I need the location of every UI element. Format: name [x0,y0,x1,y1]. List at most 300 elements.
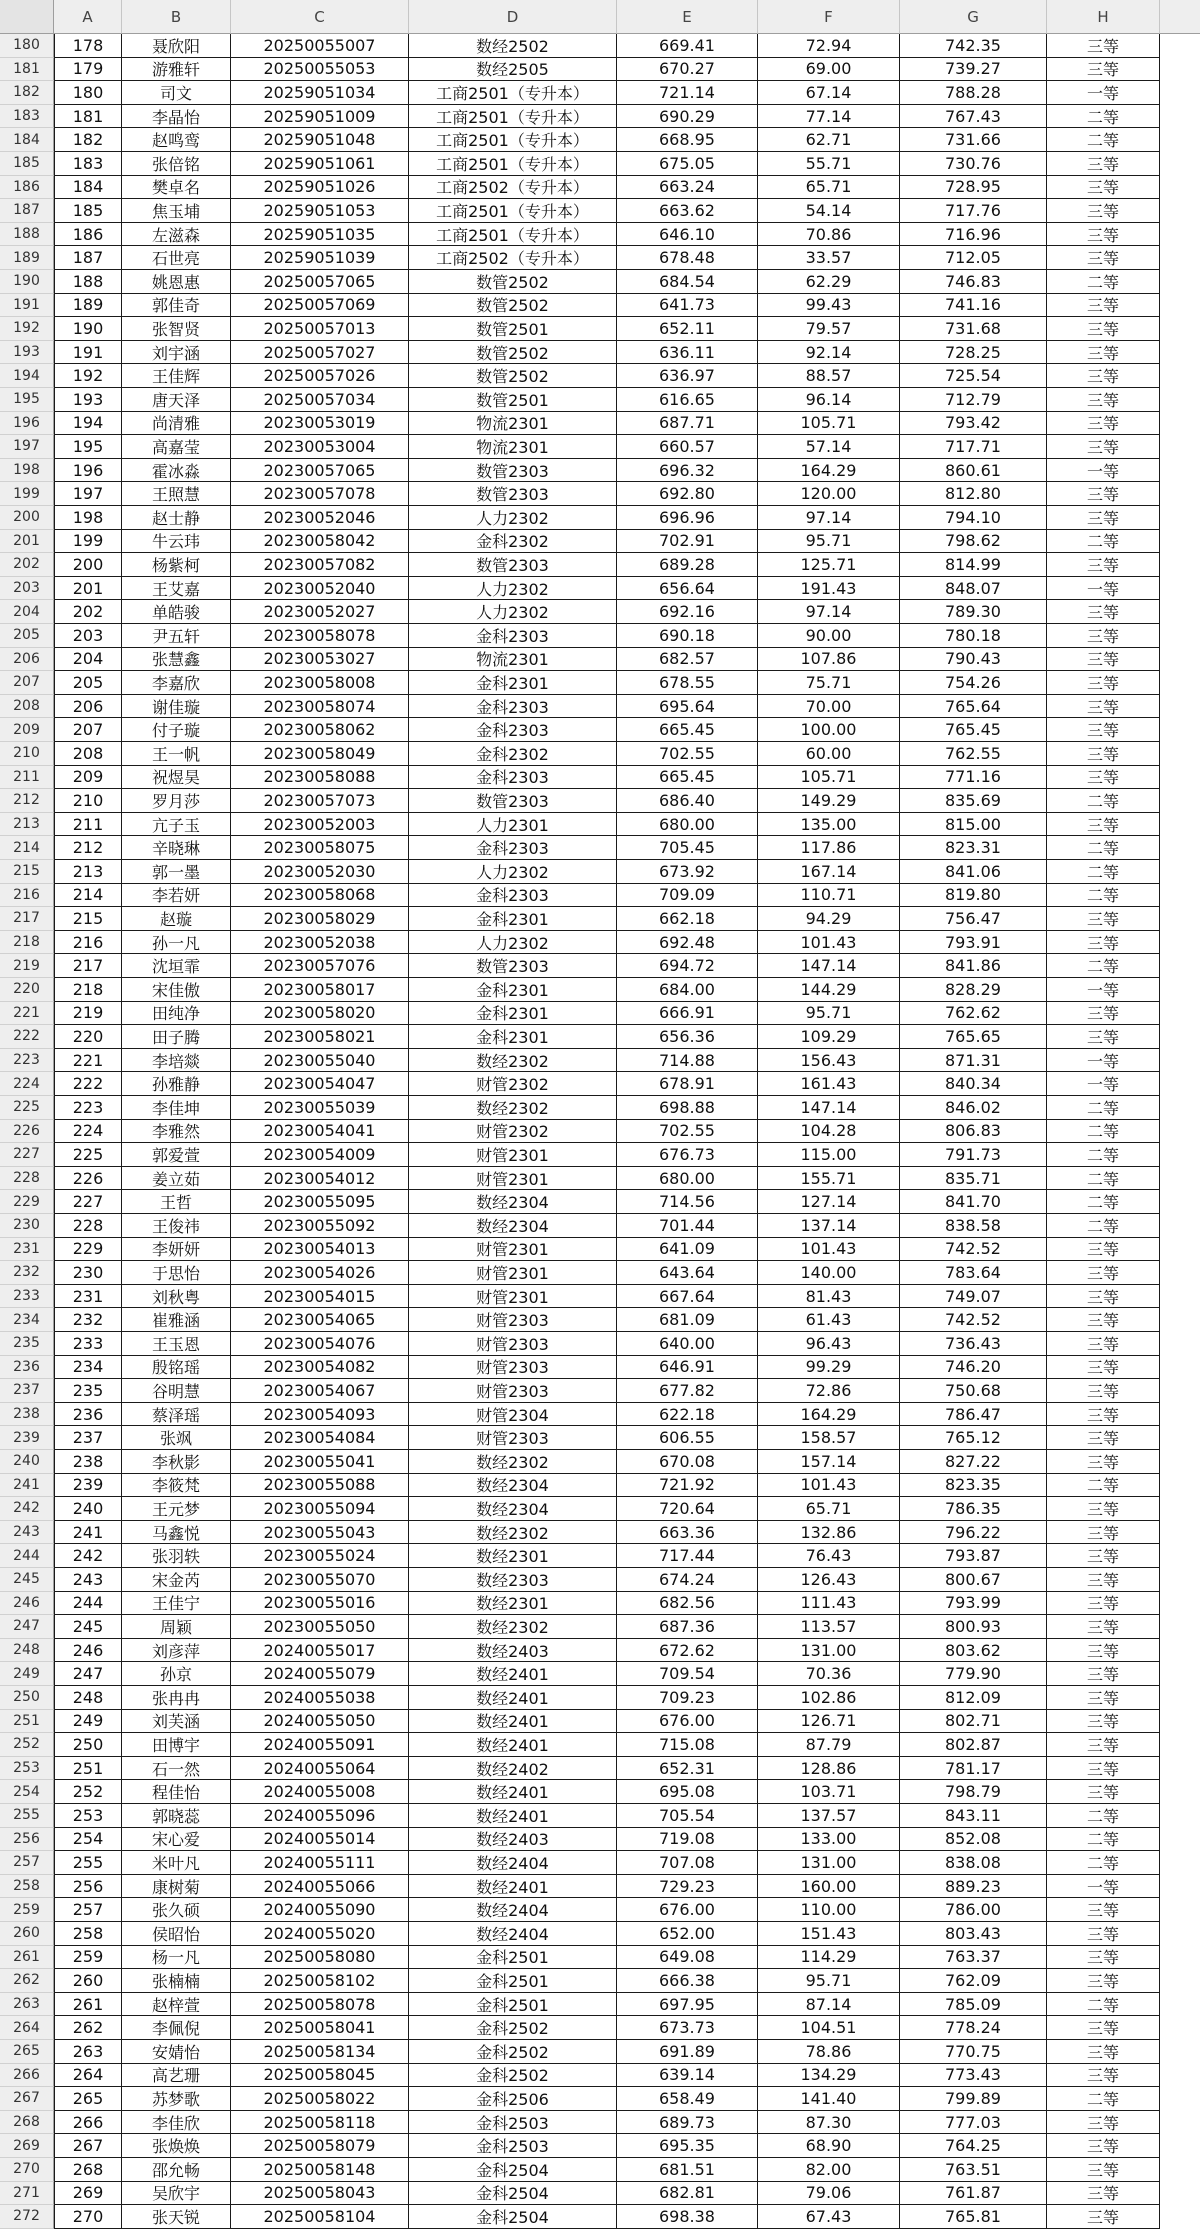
cell-b[interactable]: 樊卓名 [122,176,231,200]
cell-d[interactable]: 工商2502（专升本） [409,176,617,200]
cell-c[interactable]: 20230054093 [231,1403,409,1427]
cell-b[interactable]: 张楠楠 [122,1969,231,1993]
cell-f[interactable]: 75.71 [758,671,900,695]
cell-d[interactable]: 数经2401 [409,1804,617,1828]
cell-a[interactable]: 215 [54,907,122,931]
cell-g[interactable]: 763.51 [900,2158,1047,2182]
cell-b[interactable]: 安婧怡 [122,2040,231,2064]
cell-b[interactable]: 李晶怡 [122,105,231,129]
cell-d[interactable]: 金科2303 [409,836,617,860]
cell-d[interactable]: 财管2302 [409,1120,617,1144]
cell-b[interactable]: 刘彦萍 [122,1639,231,1663]
cell-e[interactable]: 705.45 [617,836,758,860]
cell-b[interactable]: 罗月莎 [122,789,231,813]
cell-a[interactable]: 241 [54,1521,122,1545]
cell-c[interactable]: 20230058075 [231,836,409,860]
cell-b[interactable]: 李筱梵 [122,1474,231,1498]
cell-h[interactable]: 三等 [1047,1662,1160,1686]
cell-b[interactable]: 唐天泽 [122,388,231,412]
cell-e[interactable]: 674.24 [617,1568,758,1592]
cell-b[interactable]: 宋佳傲 [122,978,231,1002]
cell-h[interactable]: 三等 [1047,2134,1160,2158]
cell-c[interactable]: 20230055024 [231,1544,409,1568]
cell-g[interactable]: 746.20 [900,1356,1047,1380]
cell-a[interactable]: 231 [54,1285,122,1309]
cell-c[interactable]: 20230054015 [231,1285,409,1309]
cell-b[interactable]: 苏梦歌 [122,2087,231,2111]
cell-e[interactable]: 663.24 [617,176,758,200]
row-header[interactable]: 251 [0,1710,54,1734]
cell-e[interactable]: 668.95 [617,128,758,152]
cell-g[interactable]: 746.83 [900,270,1047,294]
cell-a[interactable]: 213 [54,860,122,884]
cell-d[interactable]: 金科2504 [409,2205,617,2229]
cell-d[interactable]: 数经2403 [409,1828,617,1852]
cell-d[interactable]: 物流2301 [409,412,617,436]
cell-d[interactable]: 数管2502 [409,294,617,318]
column-header-h[interactable]: H [1047,0,1160,34]
cell-c[interactable]: 20250058078 [231,1993,409,2017]
cell-g[interactable]: 763.37 [900,1946,1047,1970]
cell-b[interactable]: 刘秋粤 [122,1285,231,1309]
cell-e[interactable]: 676.00 [617,1710,758,1734]
row-header[interactable]: 264 [0,2016,54,2040]
cell-g[interactable]: 765.81 [900,2205,1047,2229]
row-header[interactable]: 194 [0,364,54,388]
cell-g[interactable]: 841.86 [900,954,1047,978]
cell-a[interactable]: 255 [54,1851,122,1875]
cell-f[interactable]: 99.29 [758,1356,900,1380]
cell-d[interactable]: 数管2502 [409,364,617,388]
row-header[interactable]: 211 [0,766,54,790]
cell-d[interactable]: 数经2301 [409,1592,617,1616]
cell-b[interactable]: 李佳坤 [122,1096,231,1120]
cell-e[interactable]: 682.57 [617,648,758,672]
cell-e[interactable]: 681.09 [617,1308,758,1332]
cell-b[interactable]: 高艺珊 [122,2064,231,2088]
cell-c[interactable]: 20250058104 [231,2205,409,2229]
cell-b[interactable]: 杨紫柯 [122,553,231,577]
cell-b[interactable]: 王艾嘉 [122,577,231,601]
cell-g[interactable]: 750.68 [900,1379,1047,1403]
cell-g[interactable]: 841.70 [900,1190,1047,1214]
row-header[interactable]: 212 [0,789,54,813]
cell-h[interactable]: 三等 [1047,1898,1160,1922]
cell-a[interactable]: 189 [54,294,122,318]
cell-c[interactable]: 20230054047 [231,1072,409,1096]
cell-h[interactable]: 二等 [1047,789,1160,813]
cell-f[interactable]: 70.86 [758,223,900,247]
cell-g[interactable]: 852.08 [900,1828,1047,1852]
cell-h[interactable]: 三等 [1047,1592,1160,1616]
row-header[interactable]: 208 [0,695,54,719]
row-header[interactable]: 263 [0,1993,54,2017]
cell-d[interactable]: 数经2404 [409,1851,617,1875]
cell-h[interactable]: 三等 [1047,2205,1160,2229]
cell-g[interactable]: 843.11 [900,1804,1047,1828]
cell-h[interactable]: 二等 [1047,1474,1160,1498]
cell-c[interactable]: 20250057026 [231,364,409,388]
cell-f[interactable]: 65.71 [758,1497,900,1521]
cell-c[interactable]: 20230055016 [231,1592,409,1616]
cell-g[interactable]: 889.23 [900,1875,1047,1899]
cell-a[interactable]: 263 [54,2040,122,2064]
cell-a[interactable]: 236 [54,1403,122,1427]
cell-d[interactable]: 数经2302 [409,1615,617,1639]
cell-f[interactable]: 147.14 [758,954,900,978]
cell-c[interactable]: 20230057073 [231,789,409,813]
cell-d[interactable]: 数经2302 [409,1521,617,1545]
cell-h[interactable]: 三等 [1047,1403,1160,1427]
cell-b[interactable]: 司文 [122,81,231,105]
cell-h[interactable]: 二等 [1047,1143,1160,1167]
row-header[interactable]: 197 [0,435,54,459]
row-header[interactable]: 184 [0,128,54,152]
cell-b[interactable]: 于思怡 [122,1261,231,1285]
cell-e[interactable]: 690.29 [617,105,758,129]
cell-d[interactable]: 数管2502 [409,270,617,294]
cell-f[interactable]: 117.86 [758,836,900,860]
cell-c[interactable]: 20250058043 [231,2182,409,2206]
cell-g[interactable]: 838.08 [900,1851,1047,1875]
cell-b[interactable]: 尹五轩 [122,624,231,648]
cell-h[interactable]: 三等 [1047,1261,1160,1285]
cell-g[interactable]: 712.79 [900,388,1047,412]
cell-h[interactable]: 三等 [1047,34,1160,58]
cell-g[interactable]: 780.18 [900,624,1047,648]
cell-b[interactable]: 亢子玉 [122,813,231,837]
cell-g[interactable]: 799.89 [900,2087,1047,2111]
cell-a[interactable]: 226 [54,1167,122,1191]
row-header[interactable]: 254 [0,1780,54,1804]
cell-c[interactable]: 20230058008 [231,671,409,695]
cell-c[interactable]: 20240055064 [231,1757,409,1781]
cell-b[interactable]: 王元梦 [122,1497,231,1521]
cell-d[interactable]: 数管2303 [409,482,617,506]
cell-f[interactable]: 94.29 [758,907,900,931]
cell-f[interactable]: 191.43 [758,577,900,601]
row-header[interactable]: 224 [0,1072,54,1096]
cell-g[interactable]: 791.73 [900,1143,1047,1167]
cell-g[interactable]: 771.16 [900,766,1047,790]
cell-d[interactable]: 数经2304 [409,1190,617,1214]
cell-g[interactable]: 725.54 [900,364,1047,388]
row-header[interactable]: 222 [0,1025,54,1049]
cell-g[interactable]: 812.09 [900,1686,1047,1710]
cell-a[interactable]: 192 [54,364,122,388]
cell-f[interactable]: 70.00 [758,695,900,719]
cell-c[interactable]: 20230058062 [231,718,409,742]
cell-f[interactable]: 107.86 [758,648,900,672]
cell-f[interactable]: 90.00 [758,624,900,648]
cell-a[interactable]: 243 [54,1568,122,1592]
cell-f[interactable]: 102.86 [758,1686,900,1710]
cell-c[interactable]: 20259051039 [231,246,409,270]
cell-e[interactable]: 640.00 [617,1332,758,1356]
cell-h[interactable]: 三等 [1047,907,1160,931]
cell-a[interactable]: 193 [54,388,122,412]
cell-b[interactable]: 赵璇 [122,907,231,931]
cell-a[interactable]: 260 [54,1969,122,1993]
cell-g[interactable]: 756.47 [900,907,1047,931]
cell-e[interactable]: 701.44 [617,1214,758,1238]
cell-d[interactable]: 数经2404 [409,1922,617,1946]
row-header[interactable]: 192 [0,317,54,341]
cell-d[interactable]: 金科2303 [409,695,617,719]
cell-e[interactable]: 702.55 [617,1120,758,1144]
cell-b[interactable]: 霍冰淼 [122,459,231,483]
cell-g[interactable]: 765.12 [900,1426,1047,1450]
cell-f[interactable]: 105.71 [758,412,900,436]
cell-c[interactable]: 20230055095 [231,1190,409,1214]
cell-f[interactable]: 70.36 [758,1662,900,1686]
cell-h[interactable]: 三等 [1047,435,1160,459]
cell-d[interactable]: 人力2302 [409,860,617,884]
row-header[interactable]: 217 [0,907,54,931]
cell-b[interactable]: 沈垣霏 [122,954,231,978]
cell-a[interactable]: 204 [54,648,122,672]
cell-h[interactable]: 三等 [1047,294,1160,318]
cell-a[interactable]: 186 [54,223,122,247]
cell-c[interactable]: 20250058102 [231,1969,409,1993]
cell-g[interactable]: 781.17 [900,1757,1047,1781]
cell-g[interactable]: 819.80 [900,884,1047,908]
cell-b[interactable]: 殷铭瑶 [122,1356,231,1380]
cell-a[interactable]: 220 [54,1025,122,1049]
cell-h[interactable]: 三等 [1047,482,1160,506]
cell-d[interactable]: 金科2301 [409,907,617,931]
cell-h[interactable]: 三等 [1047,1969,1160,1993]
cell-a[interactable]: 222 [54,1072,122,1096]
cell-e[interactable]: 636.11 [617,341,758,365]
cell-g[interactable]: 716.96 [900,223,1047,247]
row-header[interactable]: 210 [0,742,54,766]
row-header[interactable]: 272 [0,2205,54,2229]
cell-d[interactable]: 数经2304 [409,1474,617,1498]
cell-e[interactable]: 690.18 [617,624,758,648]
row-header[interactable]: 193 [0,341,54,365]
cell-e[interactable]: 652.00 [617,1922,758,1946]
cell-a[interactable]: 267 [54,2134,122,2158]
row-header[interactable]: 198 [0,459,54,483]
row-header[interactable]: 267 [0,2087,54,2111]
cell-d[interactable]: 金科2301 [409,671,617,695]
cell-e[interactable]: 689.73 [617,2111,758,2135]
cell-e[interactable]: 689.28 [617,553,758,577]
cell-e[interactable]: 686.40 [617,789,758,813]
cell-f[interactable]: 104.28 [758,1120,900,1144]
cell-h[interactable]: 三等 [1047,1757,1160,1781]
cell-h[interactable]: 三等 [1047,1025,1160,1049]
cell-f[interactable]: 105.71 [758,766,900,790]
cell-f[interactable]: 67.43 [758,2205,900,2229]
row-header[interactable]: 258 [0,1875,54,1899]
cell-h[interactable]: 三等 [1047,1544,1160,1568]
cell-f[interactable]: 72.86 [758,1379,900,1403]
cell-e[interactable]: 663.62 [617,199,758,223]
cell-b[interactable]: 王一帆 [122,742,231,766]
cell-h[interactable]: 三等 [1047,246,1160,270]
cell-e[interactable]: 670.08 [617,1450,758,1474]
cell-h[interactable]: 三等 [1047,506,1160,530]
cell-a[interactable]: 191 [54,341,122,365]
row-header[interactable]: 269 [0,2134,54,2158]
cell-a[interactable]: 239 [54,1474,122,1498]
cell-f[interactable]: 92.14 [758,341,900,365]
cell-d[interactable]: 数管2303 [409,954,617,978]
cell-h[interactable]: 二等 [1047,1120,1160,1144]
cell-b[interactable]: 单皓骏 [122,600,231,624]
row-header[interactable]: 234 [0,1308,54,1332]
cell-e[interactable]: 676.73 [617,1143,758,1167]
cell-b[interactable]: 张智贤 [122,317,231,341]
cell-g[interactable]: 770.75 [900,2040,1047,2064]
cell-h[interactable]: 三等 [1047,2040,1160,2064]
cell-d[interactable]: 财管2301 [409,1285,617,1309]
cell-a[interactable]: 198 [54,506,122,530]
cell-c[interactable]: 20259051061 [231,152,409,176]
cell-h[interactable]: 二等 [1047,1828,1160,1852]
cell-c[interactable]: 20240055050 [231,1710,409,1734]
cell-h[interactable]: 三等 [1047,766,1160,790]
cell-h[interactable]: 三等 [1047,624,1160,648]
cell-f[interactable]: 97.14 [758,506,900,530]
cell-d[interactable]: 工商2501（专升本） [409,199,617,223]
cell-b[interactable]: 王佳宁 [122,1592,231,1616]
cell-a[interactable]: 205 [54,671,122,695]
column-header-e[interactable]: E [617,0,758,34]
cell-g[interactable]: 786.00 [900,1898,1047,1922]
cell-b[interactable]: 李若妍 [122,884,231,908]
cell-b[interactable]: 周颖 [122,1615,231,1639]
cell-h[interactable]: 一等 [1047,978,1160,1002]
cell-e[interactable]: 656.64 [617,577,758,601]
cell-c[interactable]: 20230054076 [231,1332,409,1356]
cell-b[interactable]: 吴欣宇 [122,2182,231,2206]
cell-c[interactable]: 20230055041 [231,1450,409,1474]
row-header[interactable]: 268 [0,2111,54,2135]
cell-d[interactable]: 数管2303 [409,789,617,813]
row-header[interactable]: 191 [0,294,54,318]
cell-b[interactable]: 宋心爱 [122,1828,231,1852]
cell-a[interactable]: 259 [54,1946,122,1970]
cell-g[interactable]: 754.26 [900,671,1047,695]
cell-a[interactable]: 209 [54,766,122,790]
cell-g[interactable]: 793.91 [900,931,1047,955]
cell-h[interactable]: 三等 [1047,152,1160,176]
cell-g[interactable]: 803.62 [900,1639,1047,1663]
cell-b[interactable]: 郭爱萱 [122,1143,231,1167]
cell-h[interactable]: 三等 [1047,1780,1160,1804]
cell-h[interactable]: 一等 [1047,1875,1160,1899]
cell-c[interactable]: 20230055088 [231,1474,409,1498]
cell-h[interactable]: 一等 [1047,459,1160,483]
cell-a[interactable]: 251 [54,1757,122,1781]
cell-d[interactable]: 财管2304 [409,1403,617,1427]
cell-h[interactable]: 三等 [1047,1733,1160,1757]
cell-a[interactable]: 179 [54,58,122,82]
cell-d[interactable]: 金科2504 [409,2158,617,2182]
cell-e[interactable]: 709.23 [617,1686,758,1710]
cell-h[interactable]: 三等 [1047,1497,1160,1521]
cell-c[interactable]: 20230058088 [231,766,409,790]
cell-b[interactable]: 郭佳奇 [122,294,231,318]
cell-c[interactable]: 20230058021 [231,1025,409,1049]
cell-a[interactable]: 182 [54,128,122,152]
cell-d[interactable]: 数经2401 [409,1780,617,1804]
cell-f[interactable]: 103.71 [758,1780,900,1804]
column-header-f[interactable]: F [758,0,900,34]
cell-c[interactable]: 20250057013 [231,317,409,341]
cell-g[interactable]: 871.31 [900,1049,1047,1073]
cell-h[interactable]: 二等 [1047,884,1160,908]
cell-c[interactable]: 20240055066 [231,1875,409,1899]
cell-c[interactable]: 20250055053 [231,58,409,82]
row-header[interactable]: 200 [0,506,54,530]
cell-a[interactable]: 269 [54,2182,122,2206]
cell-e[interactable]: 709.54 [617,1662,758,1686]
cell-e[interactable]: 687.71 [617,412,758,436]
cell-c[interactable]: 20230052030 [231,860,409,884]
cell-b[interactable]: 姜立茹 [122,1167,231,1191]
cell-h[interactable]: 三等 [1047,317,1160,341]
cell-b[interactable]: 焦玉埔 [122,199,231,223]
cell-e[interactable]: 622.18 [617,1403,758,1427]
cell-c[interactable]: 20240055090 [231,1898,409,1922]
cell-g[interactable]: 835.71 [900,1167,1047,1191]
cell-g[interactable]: 828.29 [900,978,1047,1002]
cell-b[interactable]: 郭一墨 [122,860,231,884]
cell-e[interactable]: 643.64 [617,1261,758,1285]
cell-h[interactable]: 三等 [1047,176,1160,200]
cell-h[interactable]: 三等 [1047,2064,1160,2088]
cell-b[interactable]: 赵士静 [122,506,231,530]
cell-c[interactable]: 20240055008 [231,1780,409,1804]
cell-b[interactable]: 蔡泽瑶 [122,1403,231,1427]
cell-c[interactable]: 20230052038 [231,931,409,955]
cell-g[interactable]: 848.07 [900,577,1047,601]
cell-e[interactable]: 666.38 [617,1969,758,1993]
cell-f[interactable]: 131.00 [758,1851,900,1875]
cell-c[interactable]: 20230058042 [231,530,409,554]
cell-g[interactable]: 764.25 [900,2134,1047,2158]
row-header[interactable]: 238 [0,1403,54,1427]
cell-c[interactable]: 20259051035 [231,223,409,247]
cell-h[interactable]: 二等 [1047,530,1160,554]
cell-e[interactable]: 691.89 [617,2040,758,2064]
cell-d[interactable]: 数经2304 [409,1214,617,1238]
cell-d[interactable]: 金科2301 [409,1002,617,1026]
cell-a[interactable]: 229 [54,1238,122,1262]
cell-c[interactable]: 20259051026 [231,176,409,200]
cell-f[interactable]: 76.43 [758,1544,900,1568]
row-header[interactable]: 247 [0,1615,54,1639]
cell-h[interactable]: 二等 [1047,1096,1160,1120]
cell-d[interactable]: 人力2302 [409,600,617,624]
row-header[interactable]: 257 [0,1851,54,1875]
cell-d[interactable]: 人力2301 [409,813,617,837]
cell-c[interactable]: 20259051053 [231,199,409,223]
cell-g[interactable]: 786.47 [900,1403,1047,1427]
cell-f[interactable]: 54.14 [758,199,900,223]
cell-h[interactable]: 三等 [1047,223,1160,247]
cell-c[interactable]: 20230058049 [231,742,409,766]
cell-c[interactable]: 20240055014 [231,1828,409,1852]
row-header[interactable]: 255 [0,1804,54,1828]
cell-e[interactable]: 714.56 [617,1190,758,1214]
cell-f[interactable]: 78.86 [758,2040,900,2064]
cell-b[interactable]: 左滋森 [122,223,231,247]
